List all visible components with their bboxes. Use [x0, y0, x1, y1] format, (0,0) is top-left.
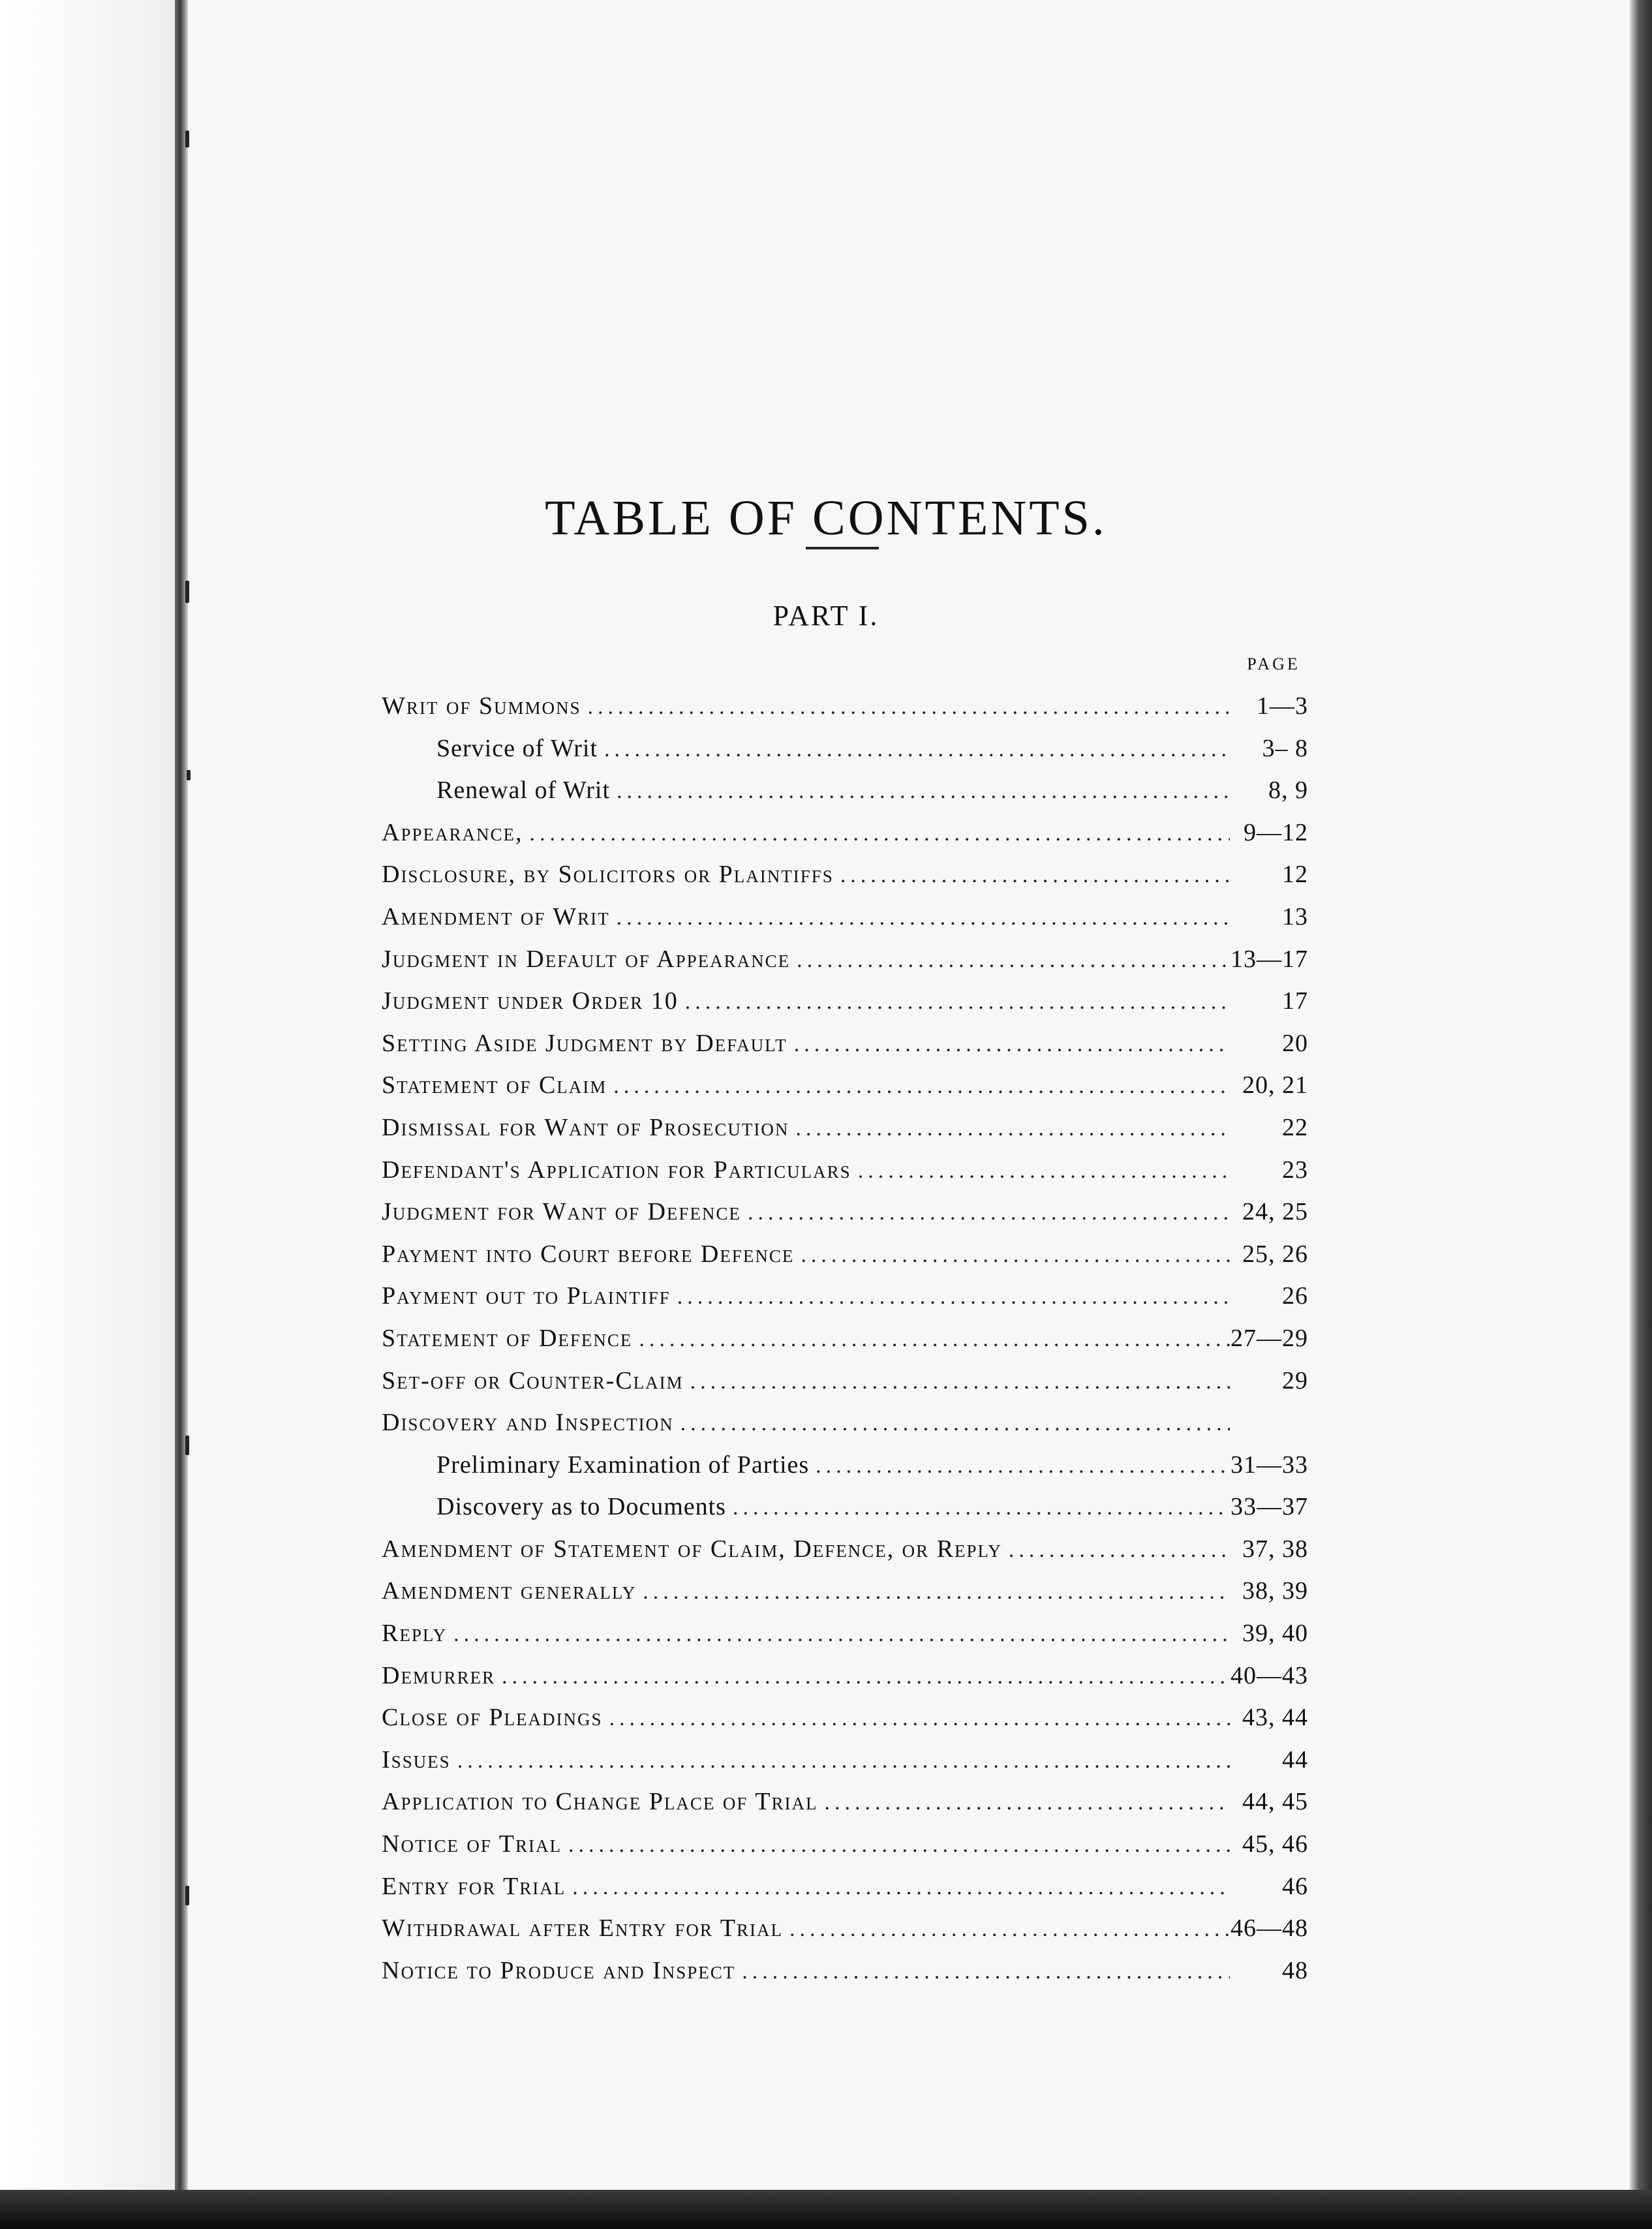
dot-leader	[783, 1909, 1230, 1950]
toc-entry-page: 31—33	[1231, 1451, 1308, 1479]
toc-entry	[382, 1149, 1308, 1191]
toc-entry-page: 27—29	[1231, 1324, 1308, 1352]
toc-entry-page: 9—12	[1244, 818, 1308, 846]
toc-entry-label: Judgment in Default of Appearance	[382, 945, 791, 973]
dot-leader	[451, 1740, 1230, 1781]
toc-entry-page: 24, 25	[1242, 1198, 1308, 1226]
toc-entry-label: Application to Change Place of Trial	[382, 1788, 818, 1816]
toc-entry-label: Amendment of Statement of Claim, Defence, or Reply	[382, 1535, 1002, 1563]
toc-entry-page: 8, 9	[1268, 776, 1308, 805]
toc-entry	[382, 1866, 1308, 1908]
dot-leader	[851, 1150, 1230, 1191]
toc-entry-label: Amendment generally	[382, 1577, 637, 1605]
dot-leader	[1002, 1530, 1230, 1571]
page-right-edge	[1630, 0, 1652, 2229]
toc-entry	[382, 1317, 1308, 1360]
toc-entry-label: Defendant's Application for Particulars	[382, 1156, 851, 1184]
toc-entry-label: Preliminary Examination of Parties	[436, 1451, 810, 1479]
toc-entry-label: Discovery as to Documents	[436, 1493, 726, 1521]
toc-entry-page: 1—3	[1257, 692, 1308, 720]
dot-leader	[562, 1824, 1230, 1866]
toc-entry-label: Reply	[382, 1620, 448, 1648]
toc-entry	[382, 812, 1308, 854]
dot-leader	[788, 1024, 1230, 1065]
dot-leader	[598, 729, 1230, 770]
dot-leader	[632, 1319, 1230, 1360]
toc-entry-page: 40—43	[1231, 1661, 1308, 1689]
toc-entry-page: 3– 8	[1262, 734, 1308, 762]
dot-leader	[671, 1276, 1230, 1317]
toc-entry	[382, 1950, 1308, 1992]
toc-entry	[382, 938, 1308, 981]
toc-entry-page: 33—37	[1231, 1493, 1308, 1521]
dot-leader	[674, 1403, 1230, 1444]
toc-entry-page: 22	[1282, 1113, 1308, 1141]
toc-entry-label: Disclosure, by Solicitors or Plaintiffs	[382, 861, 834, 889]
toc-entry	[382, 1191, 1308, 1233]
toc-entry-label: Amendment of Writ	[382, 902, 610, 930]
toc-entry-label: Judgment for Want of Defence	[382, 1198, 741, 1226]
toc-entry-label: Discovery and Inspection	[382, 1409, 674, 1437]
toc-entry-page: 25, 26	[1242, 1240, 1308, 1268]
toc-entry	[382, 1823, 1308, 1866]
dot-leader	[789, 1108, 1230, 1149]
toc-entry-page: 46—48	[1231, 1914, 1308, 1943]
toc-entry-page: 13	[1282, 902, 1308, 930]
toc-entry-label: Demurrer	[382, 1661, 495, 1689]
dot-leader	[834, 855, 1230, 896]
dot-leader	[679, 981, 1230, 1022]
dot-leader	[610, 771, 1230, 812]
toc-entry	[382, 1064, 1308, 1107]
toc-entry-page: 12	[1282, 861, 1308, 889]
dot-leader	[447, 1614, 1230, 1655]
toc-entry-label: Payment into Court before Defence	[382, 1240, 795, 1268]
dot-leader	[636, 1571, 1230, 1612]
dot-leader	[794, 1235, 1230, 1276]
toc-entry-page: 20	[1282, 1029, 1308, 1057]
toc-entry	[382, 1107, 1308, 1149]
dot-leader	[735, 1951, 1230, 1992]
toc-entry	[382, 1528, 1308, 1571]
toc-entry-page: 46	[1282, 1872, 1308, 1900]
toc-entry-label: Notice to Produce and Inspect	[382, 1956, 736, 1984]
toc-entry-label: Dismissal for Want of Prosecution	[382, 1113, 789, 1141]
binding-mark	[185, 1886, 189, 1905]
binding-mark	[187, 770, 191, 780]
toc-entry-page: 29	[1282, 1366, 1308, 1394]
toc-entry-label: Payment out to Plaintiff	[382, 1282, 671, 1310]
toc-entry-label: Service of Writ	[436, 734, 598, 762]
toc-entry	[382, 1570, 1308, 1612]
toc-entry	[382, 728, 1308, 770]
toc-entry-page: 44	[1282, 1745, 1308, 1774]
toc-entry-page: 39, 40	[1242, 1620, 1308, 1648]
toc-entry-page: 23	[1282, 1156, 1308, 1184]
toc-entry-label: Setting Aside Judgment by Default	[382, 1029, 788, 1057]
table-of-contents	[382, 685, 1308, 1991]
toc-entry-label: Notice of Trial	[382, 1830, 562, 1858]
dot-leader	[684, 1361, 1230, 1402]
toc-entry	[382, 1233, 1308, 1276]
toc-entry-label: Writ of Summons	[382, 692, 581, 720]
toc-entry-page: 13—17	[1231, 945, 1308, 973]
toc-entry	[382, 1444, 1308, 1486]
page-column-header: PAGE	[1247, 654, 1300, 673]
dot-leader	[523, 813, 1230, 854]
toc-entry	[382, 1360, 1308, 1402]
toc-entry	[382, 685, 1308, 728]
toc-entry-label: Set-off or Counter-Claim	[382, 1366, 684, 1394]
toc-entry-label: Judgment under Order 10	[382, 987, 679, 1015]
dot-leader	[607, 1066, 1230, 1107]
toc-entry-label: Renewal of Writ	[436, 776, 611, 805]
toc-entry-page: 37, 38	[1242, 1535, 1308, 1563]
toc-entry	[382, 1697, 1308, 1739]
toc-entry-page: 48	[1282, 1956, 1308, 1984]
toc-entry-page: 38, 39	[1242, 1577, 1308, 1605]
dot-leader	[818, 1782, 1230, 1823]
toc-entry	[382, 853, 1308, 896]
toc-entry	[382, 1781, 1308, 1823]
dot-leader	[566, 1867, 1230, 1908]
toc-entry-page: 45, 46	[1242, 1830, 1308, 1858]
toc-entry-page: 17	[1282, 987, 1308, 1015]
toc-entry-page: 26	[1282, 1282, 1308, 1310]
toc-entry	[382, 1022, 1308, 1065]
dot-leader	[741, 1192, 1230, 1233]
toc-entry	[382, 1907, 1308, 1950]
dot-leader	[610, 897, 1230, 938]
toc-entry-label: Issues	[382, 1745, 451, 1774]
dot-leader	[495, 1656, 1230, 1697]
toc-entry-label: Appearance,	[382, 818, 523, 846]
toc-entry	[382, 769, 1308, 812]
part-heading: PART I.	[772, 600, 880, 632]
toc-entry-label: Close of Pleadings	[382, 1704, 603, 1732]
toc-entry	[382, 1655, 1308, 1697]
dot-leader	[790, 940, 1230, 981]
binding-mark	[185, 1436, 189, 1455]
toc-entry-label: Statement of Claim	[382, 1071, 607, 1099]
dot-leader	[581, 686, 1230, 728]
page-bottom-edge	[0, 2190, 1652, 2229]
toc-entry	[382, 1612, 1308, 1655]
dot-leader	[602, 1698, 1230, 1739]
toc-entry-page: 44, 45	[1242, 1788, 1308, 1816]
dot-leader	[726, 1487, 1230, 1528]
toc-entry	[382, 896, 1308, 938]
toc-entry-page: 43, 44	[1242, 1704, 1308, 1732]
page-title: TABLE OF CONTENTS.	[545, 490, 1107, 546]
toc-entry-label: Withdrawal after Entry for Trial	[382, 1914, 783, 1943]
left-gutter	[0, 0, 175, 2229]
toc-entry	[382, 1739, 1308, 1781]
toc-entry	[382, 1486, 1308, 1528]
toc-entry-label: Statement of Defence	[382, 1324, 633, 1352]
title-rule	[806, 547, 879, 549]
toc-entry-label: Entry for Trial	[382, 1872, 566, 1900]
toc-entry	[382, 1402, 1308, 1444]
dot-leader	[809, 1445, 1230, 1486]
toc-entry	[382, 980, 1308, 1022]
binding-mark	[185, 131, 189, 147]
toc-entry	[382, 1275, 1308, 1317]
toc-entry-page: 20, 21	[1242, 1071, 1308, 1099]
